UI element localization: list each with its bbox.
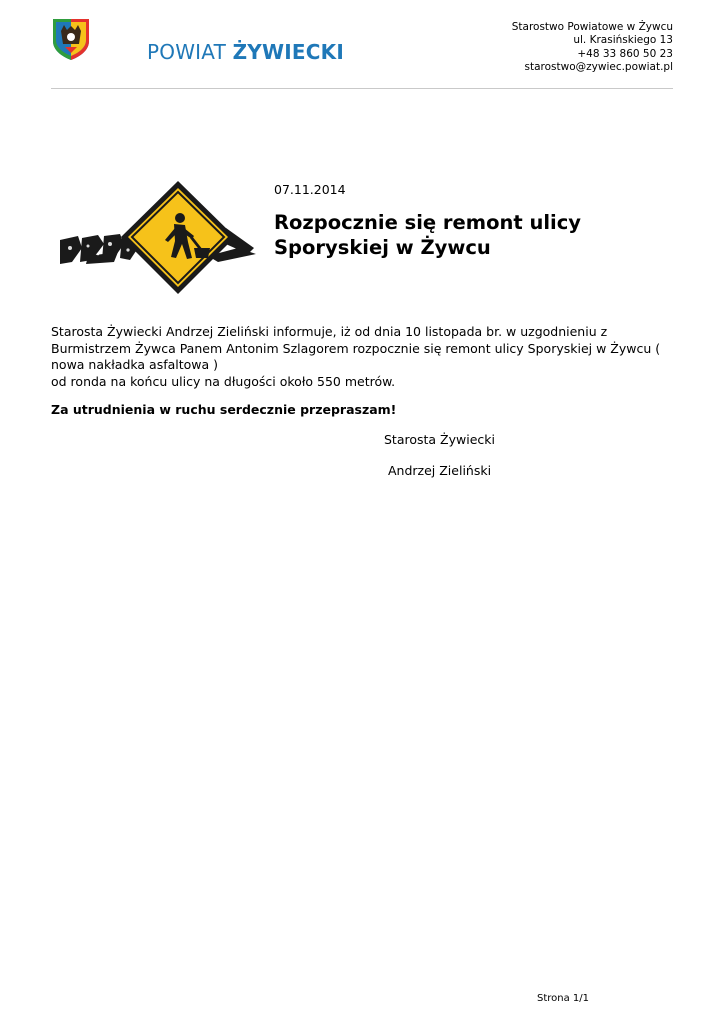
- body-line: Starosta Żywiecki Andrzej Zieliński informuje, iż od dnia 10 listopada br. w uzgodnieniu z: [51, 324, 608, 339]
- page-number: Strona 1/1: [537, 993, 590, 1004]
- coat-of-arms-icon: [51, 17, 91, 61]
- article-title: [274, 210, 654, 260]
- contact-email[interactable]: starostwo@zywiec.powiat.pl: [524, 61, 673, 74]
- title-line-2: Sporyskiej w Żywcu: [274, 236, 491, 259]
- logo-text-part1: POWIAT: [147, 40, 233, 64]
- title-line-1: Rozpocznie się remont ulicy: [274, 211, 581, 234]
- contact-block: [512, 21, 673, 75]
- contact-office: Starostwo Powiatowe w Żywcu: [511, 21, 673, 33]
- road-works-sign-icon: [58, 178, 258, 296]
- contact-phone: +48 33 860 50 23: [577, 47, 673, 60]
- header-divider: [51, 88, 673, 89]
- article-body: [51, 324, 661, 390]
- body-line: nowa nakładka asfaltowa ): [51, 357, 219, 373]
- logo-text: [147, 40, 344, 64]
- signature-title: Starosta Żywiecki: [384, 432, 495, 447]
- apology-text: Za utrudnienia w ruchu serdecznie przepraszam!: [51, 402, 397, 417]
- body-line: od ronda na końcu ulicy na długości około 550 metrów.: [51, 373, 396, 389]
- body-line: Burmistrzem Żywca Panem Antonim Szlagorem rozpocznie się remont ulicy Sporyskiej w Żywcu (: [51, 340, 661, 356]
- logo: [51, 17, 344, 64]
- contact-address: ul. Krasińskiego 13: [573, 34, 673, 47]
- logo-text-part2: ŻYWIECKI: [232, 40, 344, 64]
- article-date: 07.11.2014: [274, 182, 346, 197]
- signature-name: Andrzej Zieliński: [388, 463, 492, 478]
